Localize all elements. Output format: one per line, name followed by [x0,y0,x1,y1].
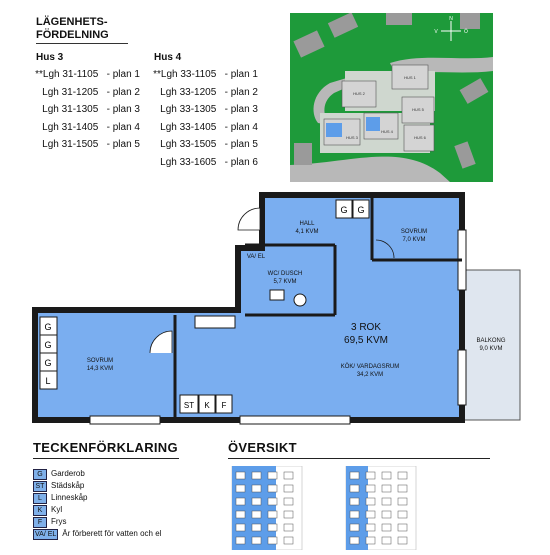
compass-o: Ö [464,29,468,35]
compass-v: V [434,29,438,35]
legend-item [33,504,223,516]
legend-item [33,480,223,492]
va-el-label: VA/ EL [246,254,266,260]
hall-name: HALL [299,221,315,227]
apartment-list-item: Lgh 33-1305 - plan 3 [160,104,258,115]
window-icon [236,485,245,492]
small-bedroom-area: 7,0 KVM [402,237,426,243]
window-icon [350,511,359,518]
window-icon [382,498,391,505]
window-icon [398,511,407,518]
hall-area: 4,1 KVM [295,229,319,235]
window-icon [382,511,391,518]
title-underline [36,43,128,44]
legend-code: L [33,493,47,504]
site-label-hus1: HUS 1 [404,75,416,80]
legend-code: ST [33,481,47,492]
window-icon [366,511,375,518]
window-icon [382,537,391,544]
overview-title: ÖVERSIKT [228,440,297,455]
window-icon [366,524,375,531]
site-highlight-hus4 [366,117,380,131]
window-icon [366,485,375,492]
compass-n: N [449,16,453,22]
cleaning-cabinet-letter: ST [183,401,195,410]
window-icon [284,537,293,544]
window-icon [350,524,359,531]
window-icon [236,511,245,518]
site-block [386,13,412,25]
window-icon [252,537,261,544]
legend-underline [33,458,179,459]
window-icon [268,537,277,544]
entrance-door [238,208,260,230]
legend-title: TECKENFÖRKLARING [33,440,178,455]
site-highlight-hus3 [326,123,342,137]
legend-item [33,492,223,504]
window-icon [284,524,293,531]
legend-item [33,468,223,480]
toilet-icon [294,294,306,306]
kitchen-living-area: 34,2 KVM [356,372,384,378]
legend-code: VA/ EL [35,530,57,538]
apartment-type: 3 ROK [350,322,382,333]
apartment-list-item: **Lgh 33-1105 - plan 1 [153,69,258,80]
window-icon [236,498,245,505]
site-plan-map [290,13,493,182]
legend-label: Städskåp [51,481,85,490]
overview-elevations [228,466,490,550]
overview-svg [228,466,490,550]
overview-building-1 [232,466,302,550]
floor-plan-svg [30,190,522,430]
legend-label: Frys [51,517,67,526]
window-icon [236,524,245,531]
hus3-apartment-list [20,66,140,154]
apartment-list-item: **Lgh 31-1105 - plan 1 [35,69,140,80]
apartment-list-item: Lgh 33-1605 - plan 6 [160,156,258,168]
window-icon [382,485,391,492]
legend-code: F [33,517,47,528]
window-icon [252,472,261,479]
window-icon [252,524,261,531]
window-icon [350,498,359,505]
window-icon [252,498,261,505]
wardrobe-bedroom-1-letter: G [44,322,52,332]
page-title [36,16,109,42]
window-icon [350,537,359,544]
window-icon [398,472,407,479]
window-icon [268,511,277,518]
apartment-list-item: Lgh 33-1405 - plan 4 [160,121,258,133]
window-icon [366,537,375,544]
legend-code: G [33,469,47,480]
wc-name: WC/ DUSCH [267,271,303,277]
window-icon [350,472,359,479]
wardrobe-hall-1-letter: G [340,205,348,215]
window-icon [268,498,277,505]
window-icon [366,472,375,479]
site-label-hus5: HUS 5 [412,107,424,112]
window-icon [284,498,293,505]
balcony-area [463,270,520,420]
fridge-letter: K [204,401,210,410]
kitchen-counter [195,316,235,328]
title-line-2: FÖRDELNING [36,29,109,41]
legend-code: K [33,505,47,516]
apartment-total-area: 69,5 KVM [344,335,388,346]
small-bedroom-name: SOVRUM [400,229,428,235]
window-icon [236,537,245,544]
overview-underline [228,458,490,459]
site-label-hus3: HUS 3 [346,135,358,140]
legend-item [33,528,223,540]
site-block [460,13,480,29]
window-icon [284,485,293,492]
wc-area: 5,7 KVM [273,279,297,285]
apartment-list-item: Lgh 31-1405 - plan 4 [42,121,140,133]
large-bedroom-name: SOVRUM [86,358,114,364]
window-icon [236,472,245,479]
hus4-apartment-list [140,66,258,171]
window-icon [398,524,407,531]
title-line-1: LÄGENHETS- [36,16,108,28]
linen-cabinet-letter: L [45,376,51,386]
site-label-hus2: HUS 2 [353,91,365,96]
hus4-heading: Hus 4 [154,52,182,63]
window-icon [366,498,375,505]
window-icon [268,524,277,531]
apartment-list-item: Lgh 33-1205 - plan 2 [160,86,258,98]
window-icon [350,485,359,492]
balcony-area-label: 9,0 KVM [479,346,503,352]
wardrobe-bedroom-2-letter: G [44,340,52,350]
window-icon [398,537,407,544]
apartment-list-item: Lgh 31-1505 - plan 5 [42,139,140,150]
overview-building-2 [346,466,416,550]
window-icon [284,511,293,518]
legend-item [33,516,223,528]
window-icon [398,498,407,505]
apartment-list-item: Lgh 31-1205 - plan 2 [42,86,140,98]
floor-plan [30,190,522,430]
legend-label: Garderob [51,469,85,478]
wardrobe-bedroom-3-letter: G [44,358,52,368]
legend-label: Är förberett för vatten och el [62,529,162,538]
window [240,416,350,424]
site-plan-svg [290,13,493,182]
site-label-hus6: HUS 6 [414,135,426,140]
site-label-hus4: HUS 4 [381,129,393,134]
apartment-list-item: Lgh 33-1505 - plan 5 [160,139,258,150]
window-icon [252,485,261,492]
site-block [294,143,312,165]
window-icon [268,485,277,492]
hus3-heading: Hus 3 [36,52,64,63]
balcony-name: BALKONG [476,338,506,344]
legend-label: Kyl [51,505,63,514]
freezer-letter: F [221,401,227,410]
legend-list [33,468,223,540]
window-icon [284,472,293,479]
window [458,350,466,405]
wardrobe-hall-2-letter: G [357,205,365,215]
apartment-list-item: Lgh 31-1305 - plan 3 [42,104,140,115]
window [90,416,160,424]
washbasin-icon [270,290,284,300]
window-icon [252,511,261,518]
legend-label: Linneskåp [51,493,88,502]
window-icon [382,472,391,479]
window-icon [382,524,391,531]
window-icon [398,485,407,492]
window-icon [268,472,277,479]
large-bedroom-area: 14,3 KVM [86,366,114,372]
kitchen-living-name: KÖK/ VARDAGSRUM [340,364,400,370]
